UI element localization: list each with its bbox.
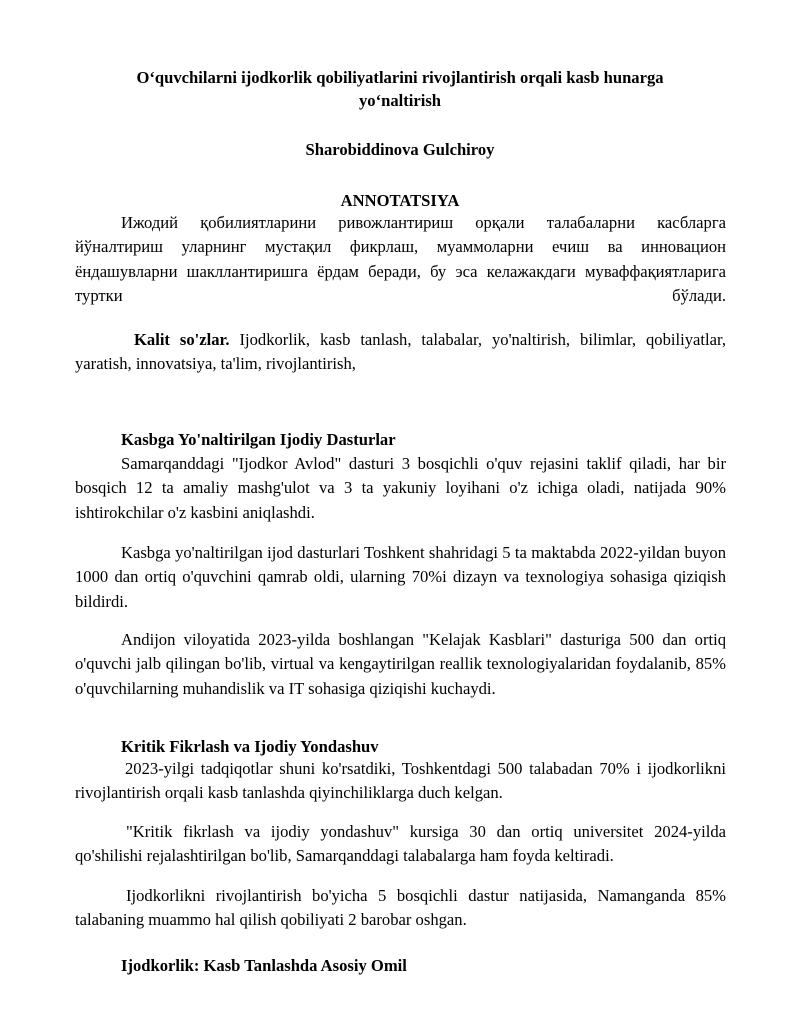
section-paragraph: "Kritik fikrlash va ijodiy yondashuv" kursiga 30 dan ortiq universitet 2024-yilda qo'shilishi rejalashtirilgan bo'lib, Samarqanddagi talabalarga ham foyda keltiradi. (75, 822, 726, 866)
keywords-text: Ijodkorlik, kasb tanlash, talabalar, yo'naltirish, bilimlar, qobiliyatlar, yaratish, innovatsiya, ta'lim, rivojlantirish, (75, 330, 726, 374)
section-paragraph: 2023-yilgi tadqiqotlar shuni ko'rsatdiki, Toshkentdagi 500 talabadan 70% i ijodkorlikni rivojlantirish orqali kasb tanlashda qiyinchiliklarga duch kelgan. (75, 759, 726, 803)
keywords-label: Kalit so'zlar. (134, 330, 230, 349)
section-heading: Kritik Fikrlash va Ijodiy Yondashuv (121, 737, 379, 756)
author-name: Sharobiddinova Gulchiroy (305, 140, 495, 159)
annotation-text: Ижодий қобилиятларини ривожлантириш орқали талабаларни касбларга йўналтириш уларнинг мустақил фикрлаш, муаммоларни ечиш ва инновацион ёндашувларни шакллантиришга ёрдам беради, бу эса келажакдаги муваффақиятларига туртки бўлади. (75, 213, 726, 306)
annotation-heading: ANNOTATSIYA (340, 191, 460, 210)
section-paragraph: Ijodkorlikni rivojlantirish bo'yicha 5 bosqichli dastur natijasida, Namanganda 85% talabaning muammo hal qilish qobiliyati 2 barobar oshgan. (75, 886, 726, 930)
section-paragraph: Kasbga yo'naltirilgan ijod dasturlari Toshkent shahridagi 5 ta maktabda 2022-yildan buyon 1000 dan ortiq o'quvchini qamrab oldi, ularning 70%i dizayn va texnologiya sohasiga qiziqish bildirdi. (75, 543, 726, 611)
keywords-paragraph (75, 328, 726, 377)
section-paragraph: Andijon viloyatida 2023-yilda boshlangan "Kelajak Kasblari" dasturiga 500 dan ortiq o'quvchi jalb qilingan bo'lib, virtual va kengaytirilgan reallik texnologiyalaridan foydalanib, 85% o'quvchilarning muhandislik va IT sohasiga qiziqishi kuchaydi. (75, 630, 726, 698)
section-heading: Ijodkorlik: Kasb Tanlashda Asosiy Omil (121, 956, 407, 975)
document-title: O‘quvchilarni ijodkorlik qobiliyatlarini rivojlantirish orqali kasb hunarga yo‘naltirish (136, 68, 664, 110)
section-paragraph: Samarqanddagi "Ijodkor Avlod" dasturi 3 bosqichli o'quv rejasini taklif qiladi, har bir bosqich 12 ta amaliy mashg'ulot va 3 ta yakuniy loyihani o'z ichiga oladi, natijada 90% ishtirokchilar o'z kasbini aniqlashdi. (75, 454, 726, 522)
section-heading: Kasbga Yo'naltirilgan Ijodiy Dasturlar (121, 430, 396, 449)
